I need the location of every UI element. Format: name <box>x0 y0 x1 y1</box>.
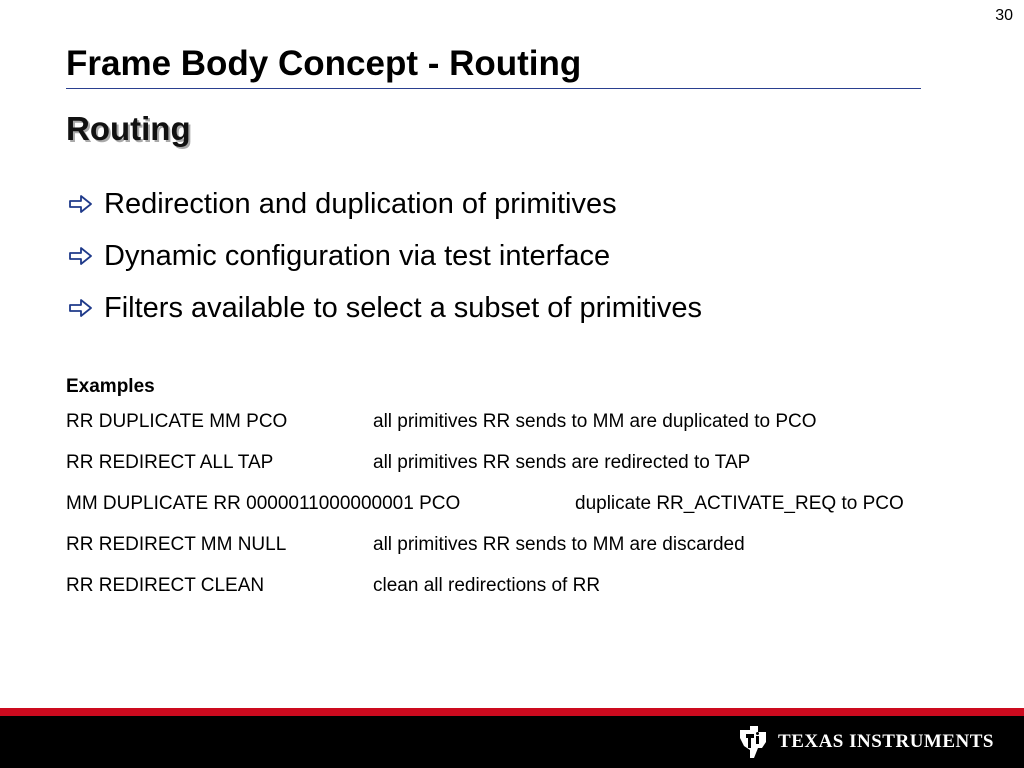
footer-accent-band <box>0 708 1024 716</box>
bullet-item <box>66 178 702 230</box>
texas-instruments-logo <box>736 724 994 760</box>
slide-title: Frame Body Concept - Routing <box>66 44 582 83</box>
bullet-item <box>66 282 702 334</box>
bullet-text: Redirection and duplication of primitives <box>104 187 617 220</box>
logo-wordmark: TEXAS INSTRUMENTS <box>778 731 994 752</box>
bullet-list <box>66 178 702 334</box>
arrow-right-outline-icon <box>66 293 96 323</box>
section-subtitle: Routing <box>66 110 191 147</box>
title-divider <box>66 88 921 89</box>
example-command: RR REDIRECT CLEAN <box>66 575 265 596</box>
arrow-right-outline-icon <box>66 189 96 219</box>
example-row <box>66 565 601 606</box>
example-row <box>66 401 817 442</box>
arrow-right-outline-icon <box>66 241 96 271</box>
example-description: all primitives RR sends to MM are discarded <box>373 534 745 555</box>
bullet-text: Dynamic configuration via test interface <box>104 239 611 272</box>
examples-section <box>66 373 904 606</box>
example-description: clean all redirections of RR <box>373 575 601 596</box>
example-command: MM DUPLICATE RR 0000011000000001 PCO <box>66 493 461 514</box>
example-command: RR DUPLICATE MM PCO <box>66 411 288 432</box>
example-description: all primitives RR sends are redirected to TAP <box>373 452 751 473</box>
example-description: duplicate RR_ACTIVATE_REQ to PCO <box>575 493 904 514</box>
example-command: RR REDIRECT ALL TAP <box>66 452 274 473</box>
example-row <box>66 442 751 483</box>
example-description: all primitives RR sends to MM are duplicated to PCO <box>373 411 817 432</box>
example-row <box>66 483 904 524</box>
bullet-item <box>66 230 702 282</box>
bullet-text: Filters available to select a subset of primitives <box>104 291 702 324</box>
page-number: 30 <box>995 7 1013 24</box>
texas-instruments-logo-icon <box>736 724 770 760</box>
example-command: RR REDIRECT MM NULL <box>66 534 287 555</box>
examples-heading: Examples <box>66 376 155 397</box>
footer-bar <box>0 716 1024 768</box>
example-row <box>66 524 745 565</box>
